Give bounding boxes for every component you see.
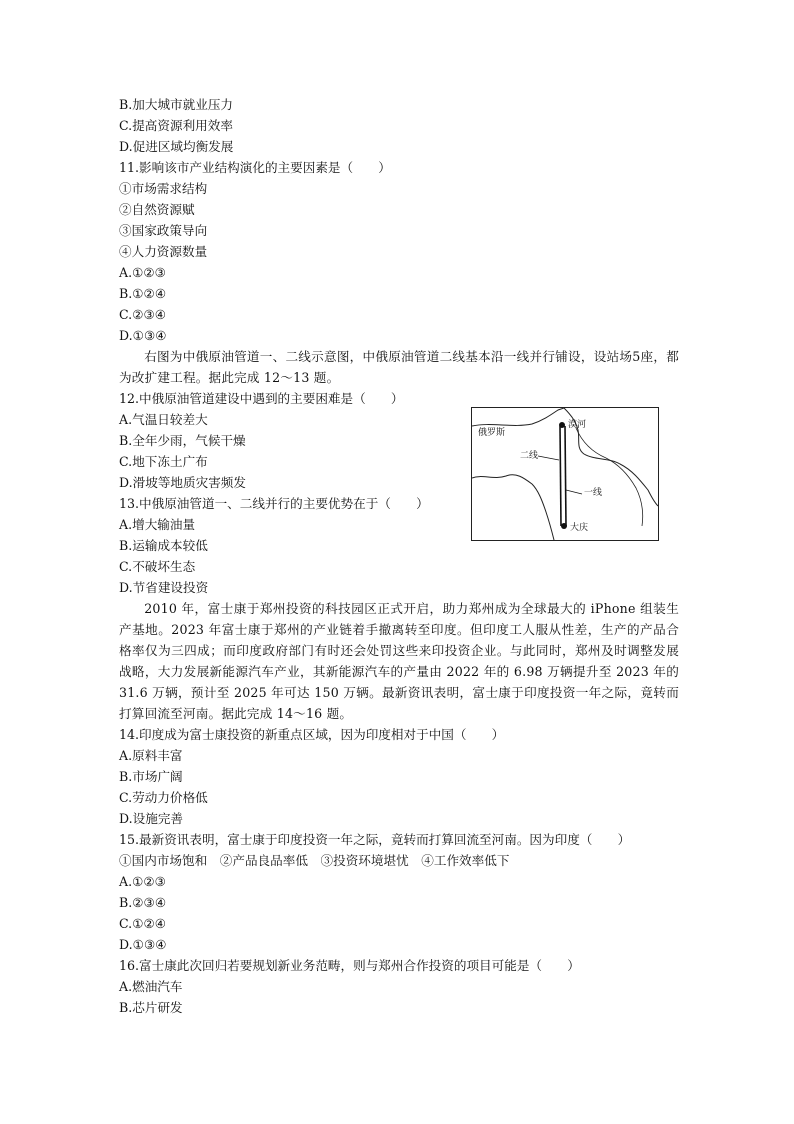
pipeline-line-2 [560,426,561,526]
text-line: ①国内市场饱和 ②产品良品率低 ③投资环境堪忧 ④工作效率低下 [119,853,510,868]
text-line: A.增大输油量 [119,517,196,532]
pipeline-map [471,407,659,541]
question-block-14-16 [119,724,679,1018]
foxconn-intro-paragraph: 2010 年，富士康于郑州投资的科技园区正式开启，助力郑州成为全球最大的 iPhone 组装生产基地。2023 年富士康于郑州的产业链着手撤离转至印度。但印度工人服从性差，生产的产品合格率仅为三四成；而印度政府部门有时还会处罚这些来印投资企业。与此同时，郑州及时调整发展战略，大力发展新能源汽车产业，其新能源汽车的产量由 2022 年的 6.98 万辆提升至 2023 年的 31.6 万辆，预计至 2025 年可达 150 万辆。最新资讯表明，富士康于印度投资一年之际，竟转而打算回流至河南。据此完成 14～16 题。 [119,601,679,721]
map-label-russia: 俄罗斯 [478,428,506,438]
text-line: C.②③④ [119,307,167,322]
text-line: A.①②③ [119,874,166,889]
text-line: D.设施完善 [119,811,184,826]
text-line: B.全年少雨，气候干燥 [119,433,246,448]
text-line: A.①②③ [119,265,166,280]
text-line: B.运输成本较低 [119,538,208,553]
text-line: ③国家政策导向 [119,223,208,238]
text-line: C.劳动力价格低 [119,790,208,805]
map-label-line2: 二线 [520,451,539,461]
text-line: B.①②④ [119,286,167,301]
question-block-10-11 [119,94,679,346]
pipeline-intro-paragraph: 右图为中俄原油管道一、二线示意图，中俄原油管道二线基本沿一线并行铺设，设站场5座，都为改扩建工程。据此完成 12～13 题。 [119,349,679,385]
pipeline-line-1 [565,426,566,526]
text-line: A.气温日较差大 [119,412,208,427]
text-line: D.滑坡等地质灾害频发 [119,475,246,490]
text-line: A.原料丰富 [119,748,183,763]
text-line: 13.中俄原油管道一、二线并行的主要优势在于（ ） [119,496,429,511]
mohe-point [559,422,565,428]
text-line: D.①③④ [119,937,167,952]
map-label-daqing: 大庆 [570,523,589,533]
text-line: 11.影响该市产业结构演化的主要因素是（ ） [119,160,391,175]
line1-leader [566,490,582,494]
map-label-line1: 一线 [584,488,603,498]
text-line: B.市场广阔 [119,769,183,784]
daqing-point [561,523,567,529]
text-line: C.①②④ [119,916,167,931]
text-line: ④人力资源数量 [119,244,208,259]
river-line [576,428,643,526]
border-line-west [472,475,554,540]
text-line: C.不破坏生态 [119,559,196,574]
text-line: B.②③④ [119,895,167,910]
text-line: 16.富士康此次回归若要规划新业务范畴，则与郑州合作投资的项目可能是（ ） [119,958,580,973]
text-line: B.芯片研发 [119,1000,183,1015]
text-line: A.燃油汽车 [119,979,183,994]
text-line: C.地下冻土广布 [119,454,208,469]
text-line: 15.最新资讯表明，富士康于印度投资一年之际，竟转而打算回流至河南。因为印度（ ） [119,832,631,847]
document-text [119,94,679,1018]
text-line: B.加大城市就业压力 [119,97,234,112]
text-line: C.提高资源利用效率 [119,118,233,133]
text-line: D.节省建设投资 [119,580,209,595]
map-label-mohe: 漠河 [568,420,587,430]
text-line: D.①③④ [119,328,167,343]
text-line: ②自然资源赋 [119,202,195,217]
text-line: 14.印度成为富士康投资的新重点区域，因为印度相对于中国（ ） [119,727,505,742]
text-line: D.促进区域均衡发展 [119,139,234,154]
text-line: 12.中俄原油管道建设中遇到的主要困难是（ ） [119,391,404,406]
line2-leader [538,456,559,460]
text-line: ①市场需求结构 [119,181,208,196]
